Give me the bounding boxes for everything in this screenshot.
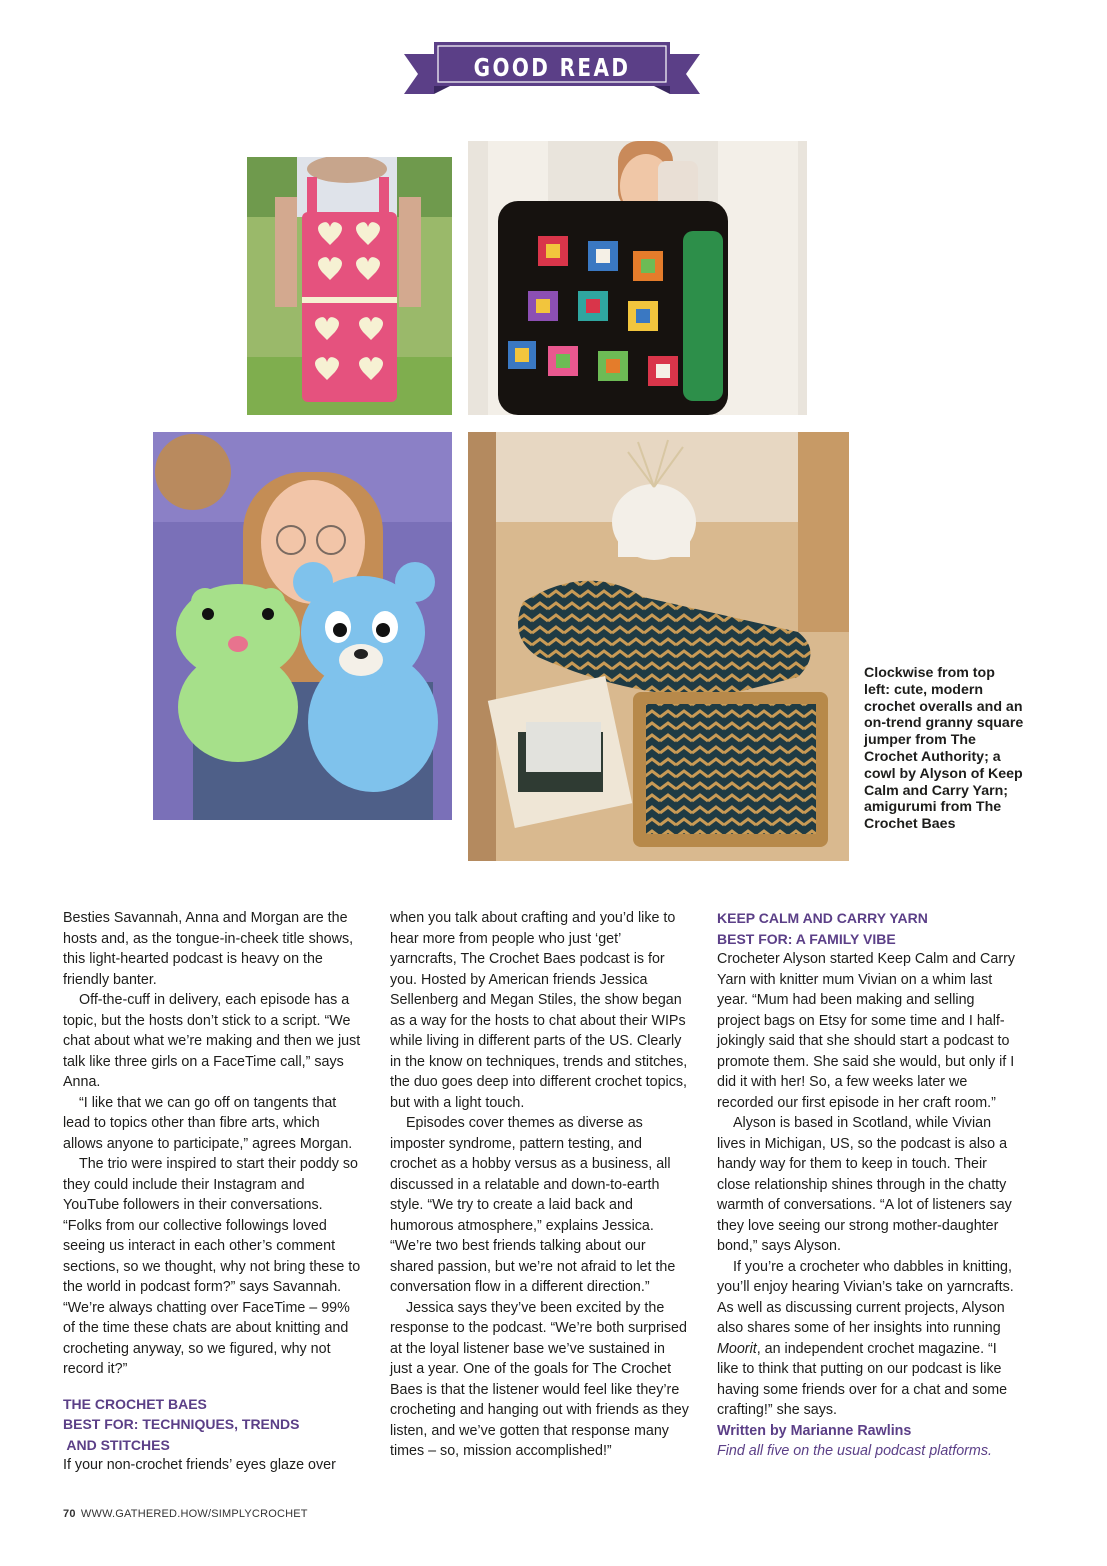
section-subheading-best-for: BEST FOR: TECHNIQUES, TRENDS [63,1416,300,1432]
paragraph: Jessica says they’ve been excited by the response to the podcast. “We’re both surprised at the loyal listener base we’ve sustained in just a year. One of the goals for The Crochet Baes is that the listener would feel like they’re crocheting and hanging out with friends as they listen, and we’ve gotten that response many times – so, mission accomplished!” [390,1299,689,1459]
platform-note: Find all five on the usual podcast platforms. [717,1443,992,1459]
section-subheading-best-for-cont: AND STITCHES [63,1436,170,1453]
paragraph: Besties Savannah, Anna and Morgan are the hosts and, as the tongue-in-cheek title shows, this light-hearted podcast is heavy on the friendly banter. [63,910,354,988]
paragraph: when you talk about crafting and you’d like to hear more from people who just ‘get’ yarncrafts, The Crochet Baes podcast is for you. Hosted by American friends Jessica Sellenberg and Megan Stiles, the show began as a way for the hosts to chat about their WIPs while living in different parts of the US. Clearly in the know on techniques, trends and stitches, the duo goes deep into different crochet topics, but with a light touch. [390,910,688,1111]
photo-amigurumi [153,432,452,820]
paragraph: “I like that we can go off on tangents that lead to topics other than fibre arts, which allows anyone to participate,” agrees Morgan. [63,1094,353,1152]
paragraph-text: If you’re a crocheter who dabbles in knitting, you’ll enjoy hearing Vivian’s take on yarncrafts. As well as discussing current projects, Alyson also shares some of her insights into running [717,1258,1014,1336]
paragraph-text: , an independent crochet magazine. “I like to think that putting on our podcast is like having some friends over for a chat and some crafting!” she says. [717,1340,1008,1418]
paragraph [717,1257,1017,1421]
page-number: 70 [63,1508,76,1520]
author-credit: Written by Marianne Rawlins [717,1422,912,1439]
paragraph: Off-the-cuff in delivery, each episode has a topic, but the hosts don’t stick to a script. “We chat about what we’re making and then we just talk like three girls on a FaceTime call,” says Anna. [63,992,361,1090]
frog-plushie [176,584,300,762]
photo-granny-square-jumper [468,141,807,415]
photo-crochet-overalls [247,157,452,415]
footer-url[interactable]: WWW.GATHERED.HOW/SIMPLYCROCHET [80,1508,308,1520]
banner-label: GOOD READ [473,53,631,82]
section-subheading-best-for: BEST FOR: A FAMILY VIBE [717,930,896,947]
paragraph: Episodes cover themes as diverse as imposter syndrome, pattern testing, and crochet as a hobby versus as a business, all discussed in a relatable and down-to-earth style. “We try to create a laid back and humorous atmosphere,” explains Jessica. “We’re two best friends talking about our shared passion, but we’re not afraid to let the conversation flow in a different direction.” [390,1115,676,1295]
section-banner [404,40,700,100]
article-column-1 [63,908,363,1476]
photo-cowls [468,432,849,861]
photo-caption: Clockwise from top left: cute, modern crochet overalls and an on-trend granny square jumper from The Crochet Authority; a cowl by Alyson of Keep Calm and Carry Yarn; amigurumi from The Crochet Baes [864,665,1024,833]
paragraph: If your non-crochet friends’ eyes glaze over [63,1457,336,1473]
paragraph: Crocheter Alyson started Keep Calm and Carry Yarn with knitter mum Vivian on a whim last year. “Mum had been making and selling project bags on Etsy for some time and I half-jokingly said that she should start a podcast to promote them. She said she would, but only if I did it with her! So, a few weeks later we recorded our first episode in her craft room.” [717,951,1015,1111]
section-heading-crochet-baes: THE CROCHET BAES [63,1395,207,1412]
page-footer [63,1508,308,1520]
paragraph: The trio were inspired to start their poddy so they could include their Instagram and YouTube followers in their conversations. “Folks from our collective followings loved seeing us interact in each other’s comment sections, so we thought, why not bring these to the world in podcast form?” says Savannah. “We’re always chatting over FaceTime – 99% of the time these chats are about knitting and crocheting anyway, so we figured, why not record it?” [63,1156,361,1377]
article-column-3 [717,908,1017,1462]
article-column-2 [390,908,690,1462]
section-heading-keep-calm: KEEP CALM AND CARRY YARN [717,910,928,926]
magazine-title: Moorit [717,1340,757,1357]
paragraph: Alyson is based in Scotland, while Vivian lives in Michigan, US, so the podcast is also a handy way for them to keep in touch. Their close relationship shines through in the chatty warmth of conversations. “A lot of listeners say they love seeing our strong mother-daughter bond,” says Alyson. [717,1115,1012,1254]
